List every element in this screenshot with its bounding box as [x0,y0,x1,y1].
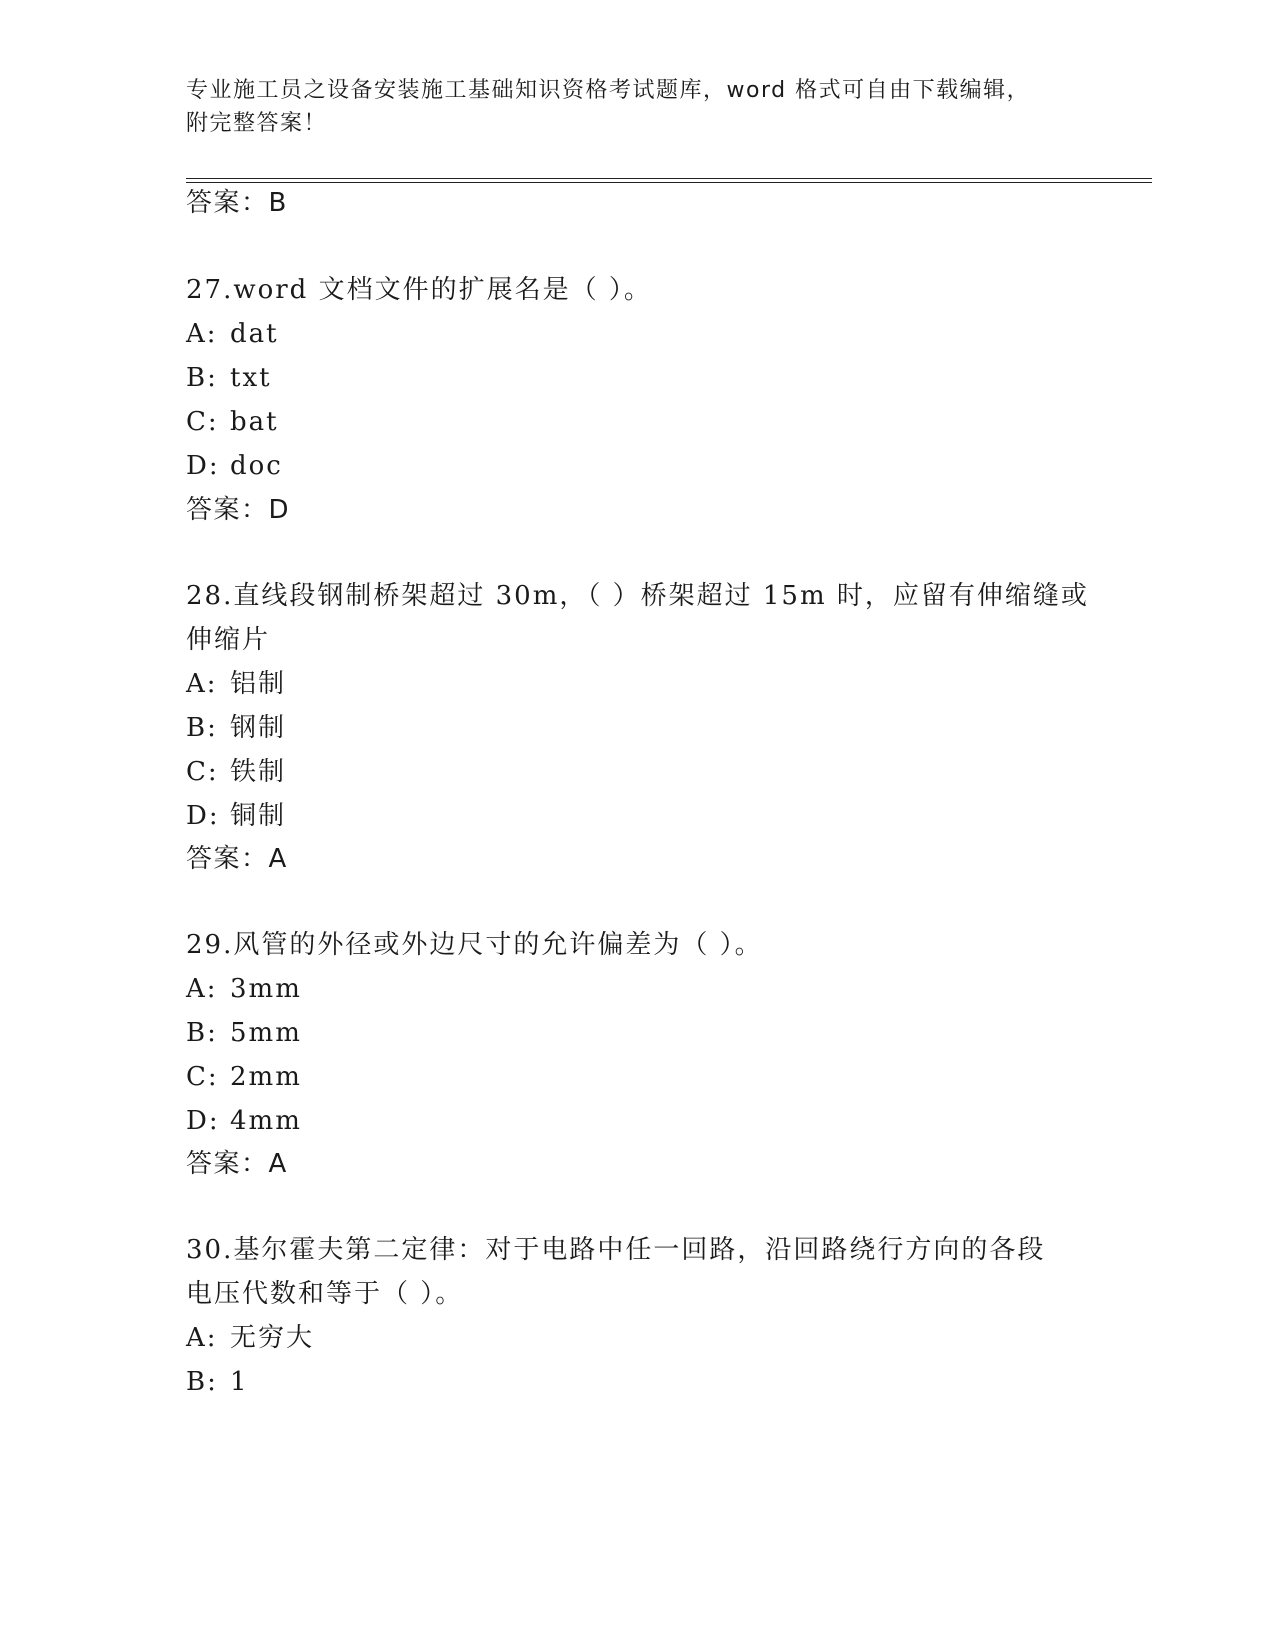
question-30-option-a [186,1322,314,1354]
option-text: doc [230,451,283,481]
option-text: 2mm [230,1062,302,1092]
previous-answer: 答案：B [186,188,288,218]
option-letter: C: [186,407,219,437]
question-29-option-c [186,1061,302,1093]
option-text: 铜制 [230,801,287,831]
option-letter: D: [186,801,220,831]
header-divider-bottom [186,182,1152,183]
header-divider-top [186,178,1152,179]
option-text: bat [230,407,279,437]
question-29-option-d [186,1105,302,1137]
question-29-stem: 29.风管的外径或外边尺寸的允许偏差为（ ）。 [186,930,763,960]
header-line-2: 附完整答案！ [186,111,328,136]
question-27-option-c [186,406,279,438]
question-28-option-d [186,800,286,832]
option-text: 铁制 [230,757,287,787]
question-28-answer: 答案：A [186,844,288,874]
option-text: dat [230,319,279,349]
question-27-option-d [186,450,283,482]
option-letter: D: [186,451,220,481]
option-letter: B: [186,1018,218,1048]
option-letter: C: [186,1062,219,1092]
question-29-answer: 答案：A [186,1149,288,1179]
question-30-stem-line-1: 30.基尔霍夫第二定律：对于电路中任一回路，沿回路绕行方向的各段 [186,1235,1046,1265]
question-30-option-b [186,1366,249,1398]
option-letter: A: [186,1323,218,1353]
option-text: 无穷大 [230,1323,315,1353]
option-letter: D: [186,1106,220,1136]
question-27-answer: 答案：D [186,495,291,525]
header-line-1: 专业施工员之设备安装施工基础知识资格考试题库，word 格式可自由下载编辑， [186,78,1031,103]
option-text: 4mm [230,1106,302,1136]
option-text: 3mm [230,974,302,1004]
question-27-option-b [186,362,272,394]
question-28-stem-line-1: 28.直线段钢制桥架超过 30m，（ ）桥架超过 15m 时，应留有伸缩缝或 [186,581,1089,611]
option-letter: A: [186,319,218,349]
option-text: txt [230,363,272,393]
option-letter: C: [186,757,219,787]
question-29-option-b [186,1017,302,1049]
document-header [186,74,1086,140]
question-29-option-a [186,973,302,1005]
option-text: 钢制 [230,713,287,743]
option-letter: B: [186,713,218,743]
option-letter: B: [186,363,218,393]
question-28-stem-line-2: 伸缩片 [186,625,271,655]
option-text: 5mm [230,1018,302,1048]
question-28-option-b [186,712,286,744]
option-text: 1 [230,1367,249,1397]
option-letter: B: [186,1367,218,1397]
question-28-option-a [186,668,286,700]
option-letter: A: [186,669,218,699]
question-28-option-c [186,756,286,788]
question-30-stem-line-2: 电压代数和等于（ ）。 [186,1279,464,1309]
option-letter: A: [186,974,218,1004]
question-27-stem: 27.word 文档文件的扩展名是（ ）。 [186,275,652,305]
question-27-option-a [186,318,279,350]
option-text: 铝制 [230,669,287,699]
